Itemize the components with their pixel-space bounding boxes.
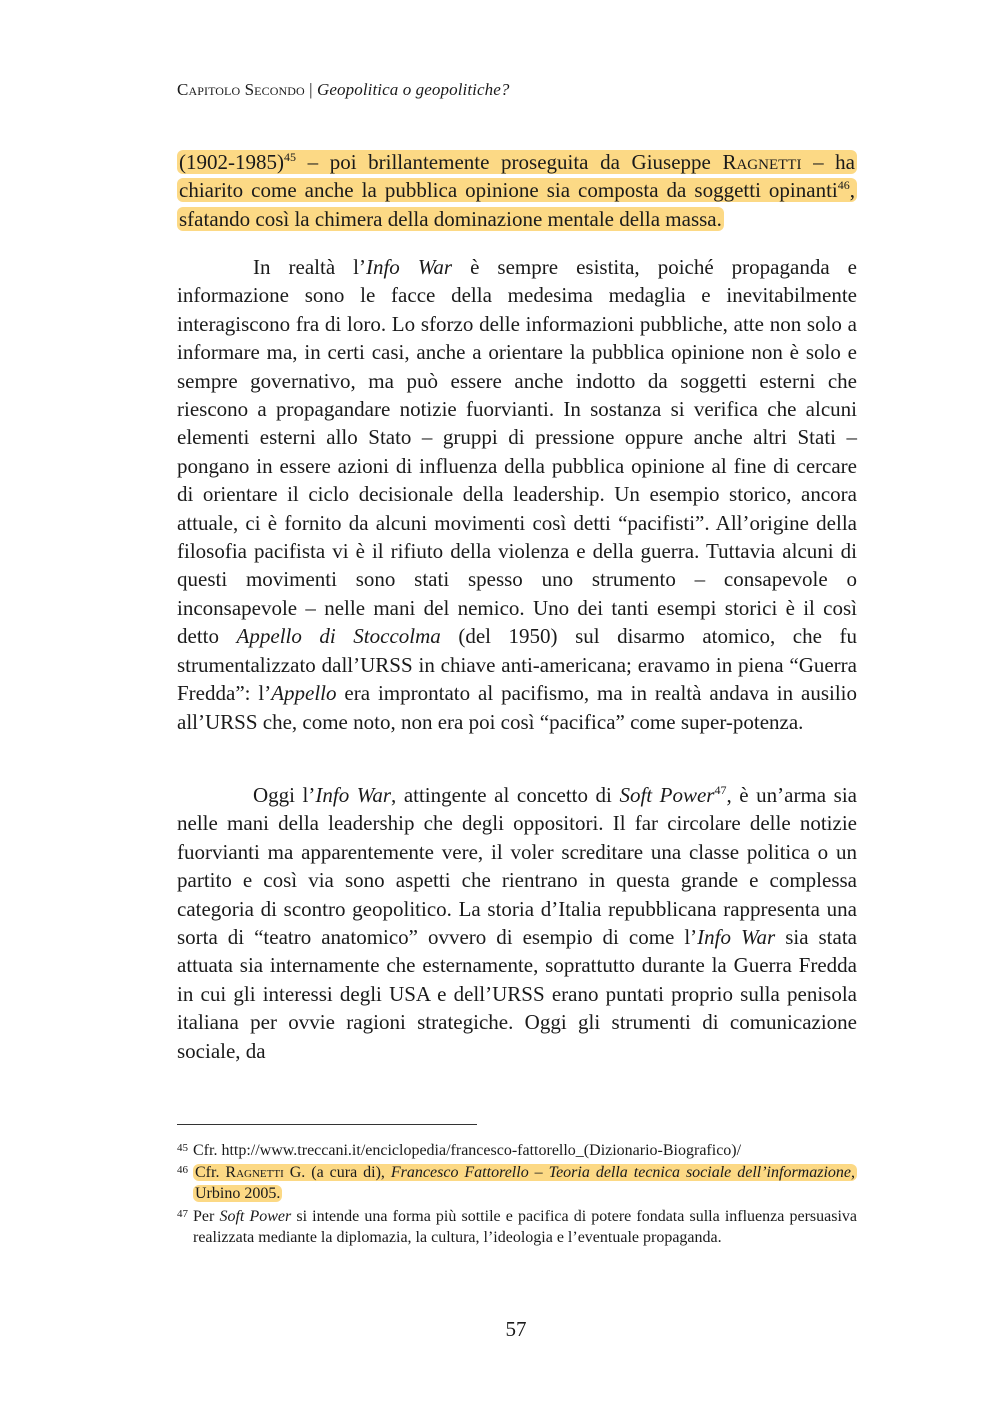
book-title: Francesco Fattorello – Teoria della tecnica sociale dell’informazione [390, 1164, 852, 1181]
text: (1902-1985) [179, 150, 284, 174]
footnote-number: 45 [177, 1142, 188, 1154]
highlight-span [193, 1164, 857, 1202]
footnote-46 [177, 1163, 857, 1205]
header-separator: | [309, 80, 313, 99]
text: In realtà l’ [253, 255, 366, 279]
italic-term: Info War [315, 783, 392, 807]
text: (del 1950) sul disarmo atomico, che fu strumentalizzato dall’URSS in chiave anti-americana; eravamo in piena “Guerra Fredda”: l’ [177, 624, 857, 706]
text: G. (a cura di), [283, 1164, 391, 1181]
footnote-divider [177, 1124, 477, 1125]
footnote-45 [177, 1141, 857, 1162]
italic-term: Soft Power [219, 1208, 292, 1225]
chapter-title: Geopolitica o geopolitiche? [317, 80, 510, 99]
author-name: Ragnetti [225, 1164, 284, 1181]
page-number: 57 [505, 1317, 527, 1341]
text: , Urbino 2005. [195, 1164, 856, 1202]
paragraph-3 [177, 781, 857, 1065]
text: , attingente al concetto di [391, 783, 620, 807]
running-header [177, 80, 510, 100]
italic-term: Appello di Stoccolma [236, 624, 441, 649]
text: era improntato al pacifismo, ma in realtà andava in ausilio all’URSS che, come noto, non era poi così “pacifica” come super-potenza. [177, 681, 857, 734]
paragraph-2 [177, 253, 857, 736]
footnote-number: 46 [177, 1164, 188, 1176]
footnote-link[interactable]: Cfr. http://www.treccani.it/enciclopedia/francesco-fattorello_(Dizionario-Biografico)/ [193, 1142, 742, 1159]
footnote-ref-45[interactable]: 45 [283, 150, 296, 164]
text: – ha chiarito come anche la pubblica opinione sia composta da soggetti opinanti [179, 150, 856, 203]
highlight-span [177, 150, 857, 231]
italic-term: Soft Power [619, 783, 715, 807]
paragraph-1 [177, 148, 857, 233]
text: , sfatando così la chimera della dominazione mentale della massa. [179, 178, 855, 231]
text: si intende una forma più sottile e pacifica di potere fondata sulla influenza persuasiva realizzata mediante la diplomazia, la cultura, l’ideologia e l’eventuale propaganda. [193, 1208, 857, 1246]
footnote-ref-46[interactable]: 46 [837, 178, 850, 193]
text: – poi brillantemente proseguita da Giuseppe [295, 150, 723, 174]
text: , è un’arma sia nelle mani della leadership che degli oppositori. Il far circolare delle notizie fuorvianti ma apparentemente vere, il voler screditare una classe politica o un partito e così via sono aspetti che rientrano in questa grande e complessa categoria di scontro geopolitico. La storia d’Italia repubblicana rappresenta una sorta di “teatro anatomico” ovvero di esempio di come l’ [177, 783, 857, 950]
footnote-number: 47 [177, 1208, 188, 1220]
footnote-47 [177, 1207, 857, 1249]
chapter-label: Capitolo Secondo [177, 80, 305, 99]
author-name: Ragnetti [722, 150, 802, 174]
text: è sempre esistita, poiché propaganda e informazione sono le facce della medesima medaglia e inevitabilmente interagiscono fra di loro. Lo sforzo delle informazioni pubbliche, atte non solo a informare ma, in certi casi, anche a orientare la pubblica opinione non è solo e sempre governativo, ma può essere anche indotto da soggetti esterni che riescono a propagandare notizie fuorvianti. In sostanza si verifica che alcuni elementi esterni allo Stato – gruppi di pressione oppure anche altri Stati – pongano in essere azioni di influenza della pubblica opinione al fine di cercare di orientare il ciclo decisionale della leadership. Un esempio storico, ancora attuale, ci è fornito da alcuni movimenti così detti “pacifisti”. All’origine della filosofia pacifista vi è il rifiuto della violenza e della guerra. Tuttavia alcuni di questi movimenti sono stati spesso uno strumento – consapevole o inconsapevole – nelle mani del nemico. Uno dei tanti esempi storici è il così detto [177, 255, 857, 649]
text: Cfr. [195, 1164, 226, 1181]
italic-term: Appello [271, 681, 337, 706]
text: sia stata attuata sia internamente che esternamente, soprattutto durante la Guerra Fredda in cui gli interessi degli USA e dell’URSS erano puntati proprio sulla penisola italiana per ovvie ragioni strategiche. Oggi gli strumenti di comunicazione sociale, da [177, 925, 857, 1063]
italic-term: Info War [365, 255, 453, 279]
footnote-ref-47[interactable]: 47 [714, 783, 727, 797]
text: Per [193, 1208, 220, 1225]
text: Oggi l’ [253, 783, 316, 807]
italic-term: Info War [697, 925, 776, 950]
